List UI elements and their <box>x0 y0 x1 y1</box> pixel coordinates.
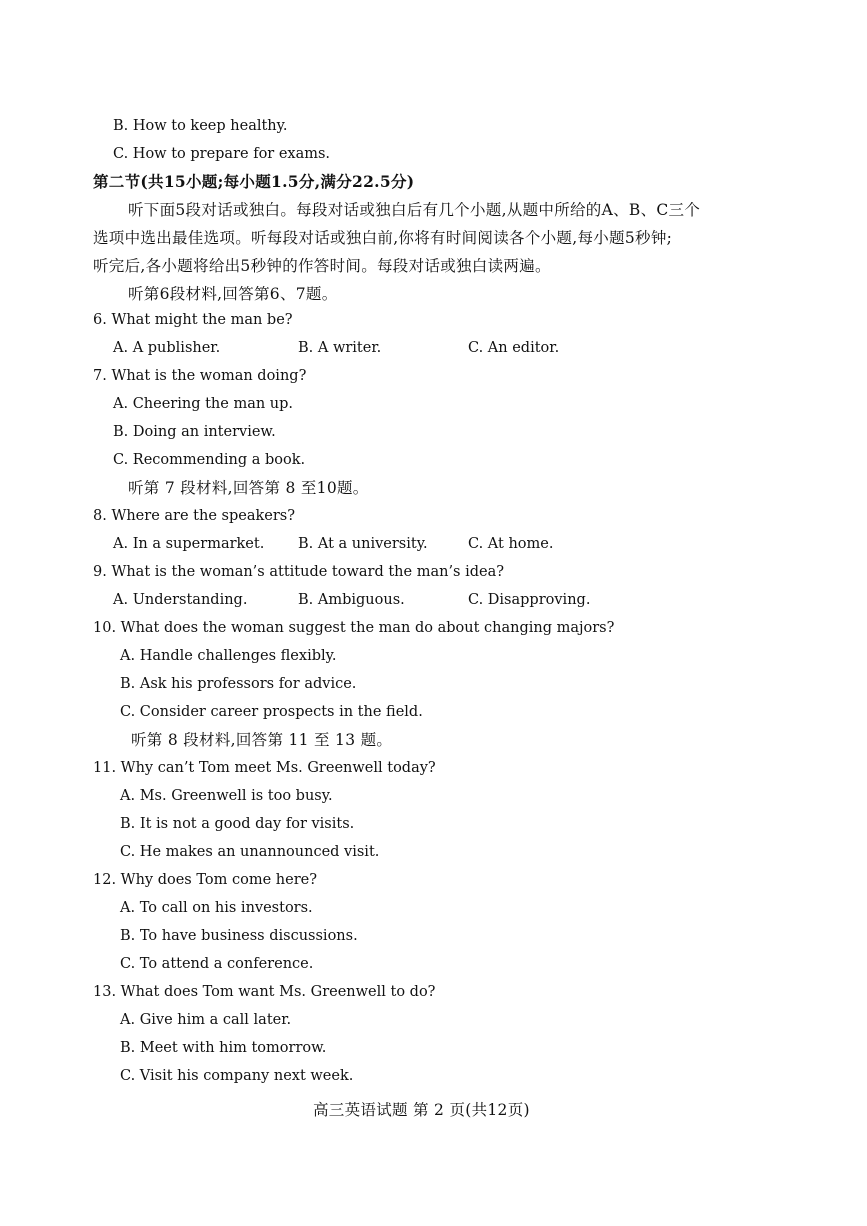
question-11-option-b: B. It is not a good day for visits. <box>120 816 355 832</box>
question-9-option-a: A. Understanding. <box>113 592 248 608</box>
question-7-option-a: A. Cheering the man up. <box>113 396 294 412</box>
question-13-option-c: C. Visit his company next week. <box>120 1068 354 1084</box>
question-10-option-b: B. Ask his professors for advice. <box>120 676 357 692</box>
question-12-option-c: C. To attend a conference. <box>120 956 314 972</box>
question-7-option-b: B. Doing an interview. <box>113 424 276 440</box>
material-7-heading: 听第 7 段材料,回答第 8 至10题。 <box>128 479 369 497</box>
instruction-line-2: 选项中选出最佳选项。听每段对话或独白前,你将有时间阅读各个小题,每小题5秒钟; <box>93 229 673 247</box>
question-9-stem: 9. What is the woman’s attitude toward the man’s idea? <box>93 564 505 580</box>
question-11-option-a: A. Ms. Greenwell is too busy. <box>120 788 333 804</box>
question-9-option-b: B. Ambiguous. <box>298 592 405 608</box>
question-12-option-a: A. To call on his investors. <box>120 900 313 916</box>
section-heading: 第二节(共15小题;每小题1.5分,满分22.5分) <box>93 172 415 191</box>
question-9-option-c: C. Disapproving. <box>468 592 591 608</box>
question-10-option-a: A. Handle challenges flexibly. <box>120 648 337 664</box>
page-footer: 高三英语试题 第 2 页(共12页) <box>313 1101 530 1119</box>
question-12-option-b: B. To have business discussions. <box>120 928 358 944</box>
question-6-option-a: A. A publisher. <box>113 340 221 356</box>
question-13-option-a: A. Give him a call later. <box>120 1012 292 1028</box>
question-8-option-c: C. At home. <box>468 536 554 552</box>
question-10-stem: 10. What does the woman suggest the man do about changing majors? <box>93 620 615 636</box>
material-6-heading: 听第6段材料,回答第6、7题。 <box>128 285 338 303</box>
question-11-option-c: C. He makes an unannounced visit. <box>120 844 380 860</box>
instruction-line-1: 听下面5段对话或独白。每段对话或独白后有几个小题,从题中所给的A、B、C三个 <box>128 201 701 219</box>
question-6-stem: 6. What might the man be? <box>93 312 293 328</box>
top-option-c: C. How to prepare for exams. <box>113 146 331 162</box>
question-10-option-c: C. Consider career prospects in the field. <box>120 704 423 720</box>
question-13-stem: 13. What does Tom want Ms. Greenwell to do? <box>93 984 436 1000</box>
question-13-option-b: B. Meet with him tomorrow. <box>120 1040 327 1056</box>
instruction-line-3: 听完后,各小题将给出5秒钟的作答时间。每段对话或独白读两遍。 <box>93 257 551 275</box>
question-11-stem: 11. Why can’t Tom meet Ms. Greenwell today? <box>93 760 436 776</box>
question-6-option-b: B. A writer. <box>298 340 382 356</box>
question-8-option-b: B. At a university. <box>298 536 428 552</box>
question-6-option-c: C. An editor. <box>468 340 560 356</box>
question-7-stem: 7. What is the woman doing? <box>93 368 307 384</box>
question-8-stem: 8. Where are the speakers? <box>93 508 295 524</box>
material-8-heading: 听第 8 段材料,回答第 11 至 13 题。 <box>131 731 393 749</box>
top-option-b: B. How to keep healthy. <box>113 118 288 134</box>
question-12-stem: 12. Why does Tom come here? <box>93 872 317 888</box>
question-7-option-c: C. Recommending a book. <box>113 452 306 468</box>
question-8-option-a: A. In a supermarket. <box>113 536 265 552</box>
